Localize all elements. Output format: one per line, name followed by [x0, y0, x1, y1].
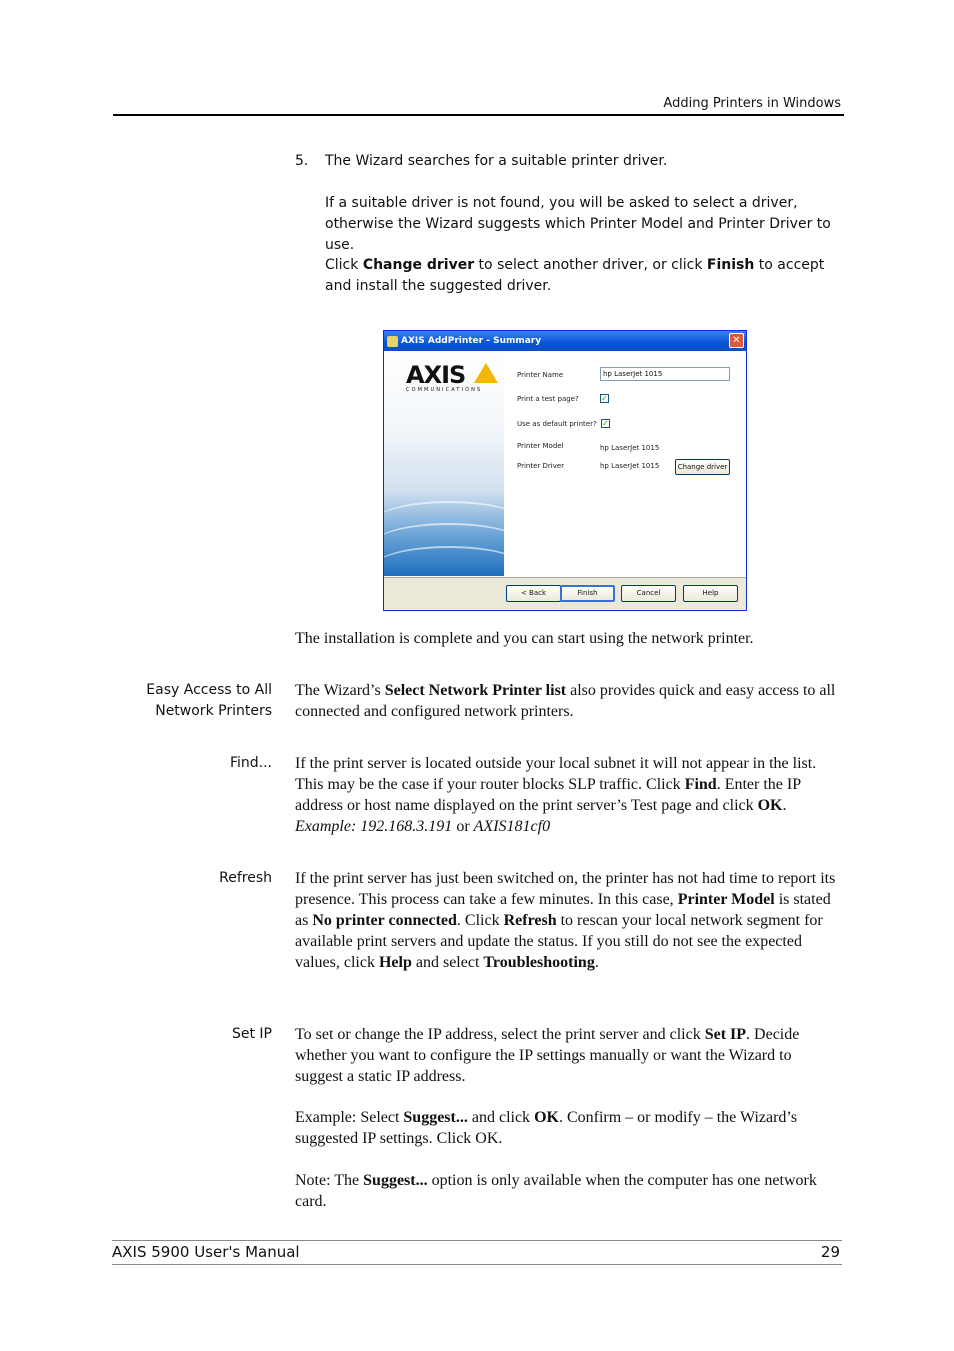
help-button[interactable]: Help [683, 585, 738, 602]
change-driver-button[interactable]: Change driver [675, 459, 730, 475]
summary-dialog [383, 330, 747, 611]
find-text: If the print server is located outside your local subnet it will not appear in the list. This may be the case if your router blocks SLP traffic. Click Find. Enter the IP address or host name displayed on the print server’s Test page and click OK. Example: 192.168.3.191 or AXIS181cf0 [295, 755, 817, 835]
set-ip-note: Note: The Suggest... option is only available when the computer has one network card. [295, 1172, 817, 1210]
running-header: Adding Printers in Windows [663, 96, 841, 111]
dialog-separator [384, 577, 746, 578]
page-number: 29 [820, 1243, 840, 1261]
footer-rule-top [112, 1240, 842, 1241]
find-label: Find... [229, 755, 272, 771]
printer-name-label: Printer Name [517, 371, 564, 379]
dialog-titlebar [384, 331, 746, 351]
back-button[interactable]: < Back [506, 585, 561, 602]
refresh-label: Refresh [219, 870, 272, 886]
finish-button[interactable]: Finish [560, 585, 615, 602]
wizard-banner [384, 351, 504, 576]
set-ip-label: Set IP [231, 1026, 272, 1042]
printer-driver-value: hp LaserJet 1015 [600, 462, 660, 470]
axis-logo: AXIS COMMUNICATIONS [406, 361, 482, 393]
printer-name-input[interactable]: hp LaserJet 1015 [600, 367, 730, 381]
step-number: 5. [295, 153, 309, 169]
test-page-label: Print a test page? [517, 395, 579, 403]
set-ip-paragraph-1: To set or change the IP address, select the print server and click Set IP. Decide whether you want to configure the IP settings manually or want the Wizard to suggest a static IP address. [295, 1026, 800, 1085]
step-text: The Wizard searches for a suitable printer driver. [325, 153, 668, 169]
cancel-button[interactable]: Cancel [621, 585, 676, 602]
close-icon[interactable]: ✕ [729, 333, 744, 348]
logo-triangle-icon [474, 363, 498, 383]
easy-access-label: Easy Access to All Network Printers [146, 682, 272, 719]
set-ip-paragraph-2: Example: Select Suggest... and click OK. Confirm – or modify – the Wizard’s suggested IP settings. Click OK. [295, 1109, 798, 1147]
default-printer-label: Use as default printer? [517, 420, 597, 428]
refresh-text: If the print server has just been switched on, the printer has not had time to report its presence. This process can take a few minutes. In this case, Printer Model is stated as No printer connected. Click Refresh to rescan your local network segment for available print servers and update the status. If you still do not see the expected values, click Help and select Troubleshooting. [295, 870, 836, 971]
footer-manual-title: AXIS 5900 User's Manual [112, 1243, 300, 1261]
install-complete-text: The installation is complete and you can start using the network printer. [295, 630, 754, 647]
default-printer-checkbox[interactable]: ✓ [602, 419, 609, 428]
printer-model-value: hp LaserJet 1015 [600, 444, 660, 452]
footer-rule-bottom [112, 1264, 842, 1265]
header-rule [113, 114, 844, 116]
easy-access-text: The Wizard’s Select Network Printer list also provides quick and easy access to all connected and configured network printers. [295, 682, 836, 720]
dialog-body [384, 351, 746, 577]
printer-driver-label: Printer Driver [517, 462, 565, 470]
step-paragraph-2: If a suitable driver is not found, you will be asked to select a driver, otherwise the Wizard suggests which Printer Model and Printer Driver to use. [325, 195, 831, 253]
printer-model-label: Printer Model [517, 442, 564, 450]
printer-icon [387, 336, 398, 347]
test-page-checkbox[interactable]: ✓ [601, 394, 608, 403]
step-paragraph-3: Click Change driver to select another driver, or click Finish to accept and install the suggested driver. [325, 257, 825, 294]
dialog-title: AXIS AddPrinter - Summary [401, 336, 542, 346]
